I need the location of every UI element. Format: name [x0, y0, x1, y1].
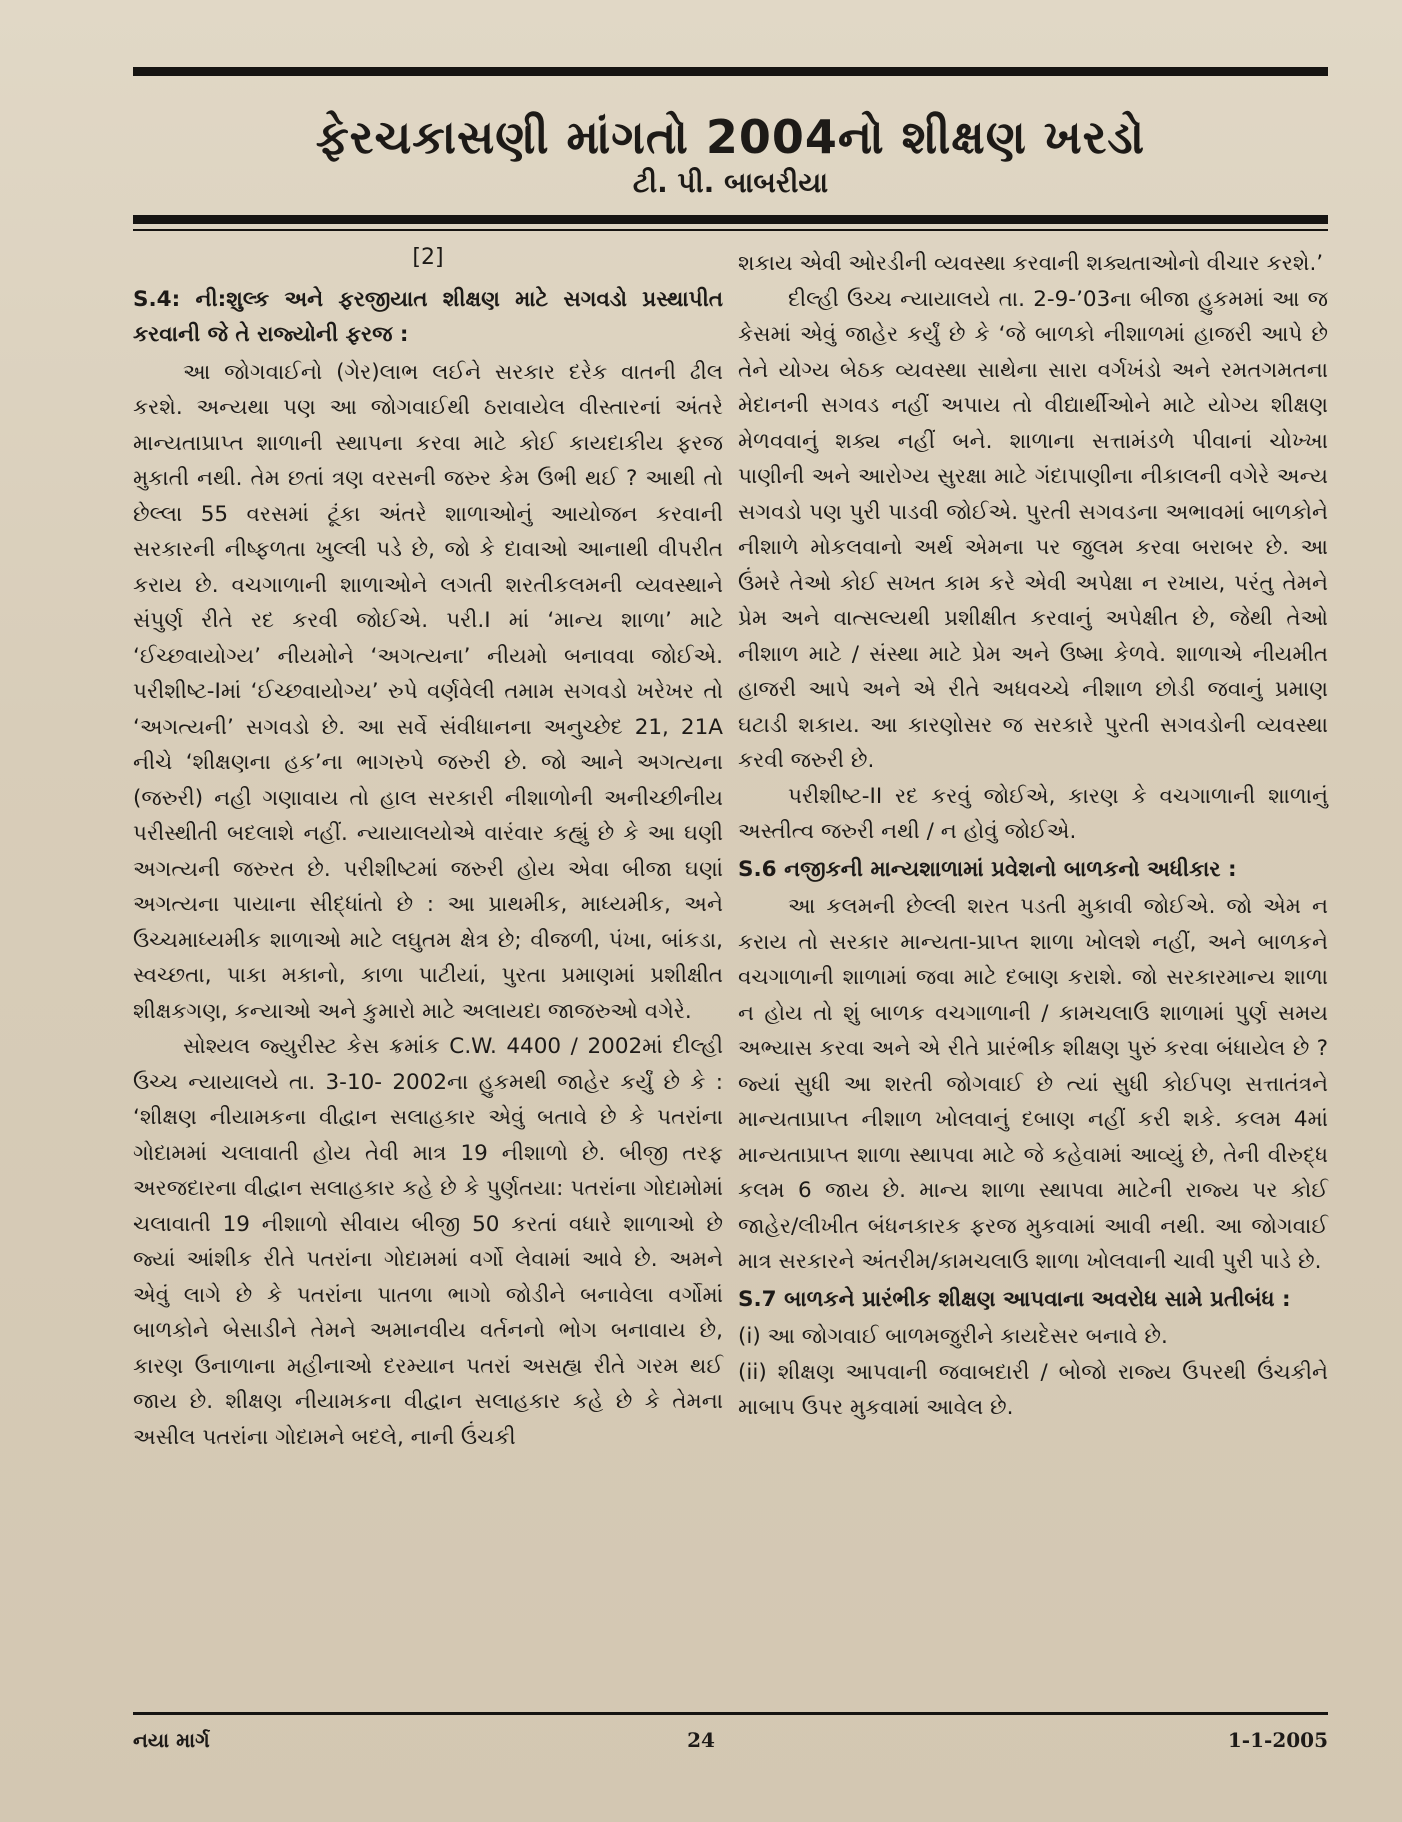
footer-rule	[133, 1712, 1328, 1715]
section-heading-s6: S.6 નજીકની માન્યશાળામાં પ્રવેશનો બાળકનો અધીકાર :	[738, 856, 1237, 882]
article-title: ફેરચકાસણી માંગતો 2004નો શીક્ષણ ખરડો	[315, 109, 1146, 164]
header-rule-thin	[133, 229, 1328, 231]
article-author: ટી. પી. બાબરીયા	[632, 166, 829, 199]
top-rule	[133, 67, 1328, 76]
paragraph: શકાય એવી ઓરડીની વ્યવસ્થા કરવાની શક્યતાઓનો વીચાર કરશે.’	[738, 251, 1324, 276]
paragraph: દીલ્હી ઉચ્ચ ન્યાયાલયે તા. 2-9-’03ના બીજા હુકમમાં આ જ કેસમાં એવું જાહેર કર્યું છે કે ‘જે બાળકો નીશાળમાં હાજરી આપે છે તેને યોગ્ય બેઠક વ્યવસ્થા સાથેના સારા વર્ગખંડો અને રમતગમતના મેદાનની સગવડ નહીં અપાય તો વીદ્યાર્થીઓને માટે યોગ્ય શીક્ષણ મેળવવાનું શક્ય નહીં બને. શાળાના સત્તામંડળે પીવાનાં ચોખ્ખા પાણીની અને આરોગ્ય સુરક્ષા માટે ગંદાપાણીના નીકાલની વગેરે અન્ય સગવડો પણ પુરી પાડવી જોઈએ. પુરતી સગવડના અભાવમાં બાળકોને નીશાળે મોકલવાનો અર્થ એમના પર જુલમ કરવા બરાબર છે. આ ઉંમરે તેઓ કોઈ સખત કામ કરે એવી અપેક્ષા ન રખાય, પરંતુ તેમને પ્રેમ અને વાત્સલ્યથી પ્રશીક્ષીત કરવાનું અપેક્ષીત છે, જેથી તેઓ નીશાળ માટે / સંસ્થા માટે પ્રેમ અને ઉષ્મા કેળવે. શાળાએ નીયમીત હાજરી આપે અને એ રીતે અધવચ્ચે નીશાળ છોડી જવાનું પ્રમાણ ઘટાડી શકાય. આ કારણોસર જ સરકારે પુરતી સગવડોની વ્યવસ્થા કરવી જરુરી છે.	[738, 286, 1328, 773]
section-heading-s7: S.7 બાળકને પ્રારંભીક શીક્ષણ આપવાના અવરોધ સામે પ્રતીબંધ :	[738, 1286, 1291, 1312]
section-heading-s4: S.4: ની:શુલ્ક અને ફરજીયાત શીક્ષણ માટે સગવડો પ્રસ્થાપીત કરવાની જે તે રાજ્યોની ફરજ :	[133, 286, 723, 347]
issue-date: 1-1-2005	[1227, 1728, 1328, 1752]
page-number: 24	[687, 1728, 715, 1752]
paragraph: સોશ્યલ જ્યુરીસ્ટ કેસ ક્રમાંક C.W. 4400 / 2002માં દીલ્હી ઉચ્ચ ન્યાયાલયે તા. 3-10- 2002ના હુકમથી જાહેર કર્યું છે કે : ‘શીક્ષણ નીયામકના વીદ્વાન સલાહકાર એવું બતાવે છે કે પતરાંના ગોદામમાં ચલાવાતી હોય તેવી માત્ર 19 નીશાળો છે. બીજી તરફ અરજદારના વીદ્વાન સલાહકાર કહે છે કે પુર્ણતયા: પતરાંના ગોદામોમાં ચલાવાતી 19 નીશાળો સીવાય બીજી 50 કરતાં વધારે શાળાઓ છે જ્યાં આંશીક રીતે પતરાંના ગોદામમાં વર્ગો લેવામાં આવે છે. અમને એવું લાગે છે કે પતરાંના પાતળા ભાગો જોડીને બનાવેલા વર્ગોમાં બાળકોને બેસાડીને તેમને અમાનવીય વર્તનનો ભોગ બનાવાય છે, કારણ ઉનાળાના મહીનાઓ દરમ્યાન પતરાં અસહ્ય રીતે ગરમ થઈ જાય છે. શીક્ષણ નીયામકના વીદ્વાન સલાહકાર કહે છે કે તેમના અસીલ પતરાંના ગોદામને બદલે, નાની ઉંચકી	[133, 1034, 723, 1450]
paragraph: આ કલમની છેલ્લી શરત પડતી મુકાવી જોઈએ. જો એમ ન કરાય તો સરકાર માન્યતા-પ્રાપ્ત શાળા ખોલશે નહીં, અને બાળકને વચગાળાની શાળામાં જવા માટે દબાણ કરાશે. જો સરકારમાન્ય શાળા ન હોય તો શું બાળક વચગાળાની / કામચલાઉ શાળામાં પુર્ણ સમય અભ્યાસ કરવા અને એ રીતે પ્રારંભીક શીક્ષણ પુરું કરવા બંધાયેલ છે ? જ્યાં સુધી આ શરતી જોગવાઈ છે ત્યાં સુધી કોઈપણ સત્તાતંત્રને માન્યતાપ્રાપ્ત નીશાળ ખોલવાનું દબાણ નહીં કરી શકે. કલમ 4માં માન્યતાપ્રાપ્ત શાળા સ્થાપવા માટે જે કહેવામાં આવ્યું છે, તેની વીરુદ્ધ કલમ 6 જાય છે. માન્ય શાળા સ્થાપવા માટેની રાજ્ય પર કોઈ જાહેર/લીખીત બંધનકારક ફરજ મુકવામાં આવી નથી. આ જોગવાઈ માત્ર સરકારને અંતરીમ/કામચલાઉ શાળા ખોલવાની ચાવી પુરી પાડે છે.	[738, 894, 1328, 1274]
part-number: [2]	[412, 245, 444, 270]
paragraph: આ જોગવાઈનો (ગેર)લાભ લઈને સરકાર દરેક વાતની ઢીલ કરશે. અન્યથા પણ આ જોગવાઈથી ઠરાવાયેલ વીસ્તારનાં અંતરે માન્યતાપ્રાપ્ત શાળાની સ્થાપના કરવા માટે કોઈ કાયદાકીય ફરજ મુકાતી નથી. તેમ છતાં ત્રણ વરસની જરુર કેમ ઉભી થઈ ? આથી તો છેલ્લા 55 વરસમાં ટૂંકા અંતરે શાળાઓનું આયોજન કરવાની સરકારની નીષ્ફળતા ખુલ્લી પડે છે, જો કે દાવાઓ આનાથી વીપરીત કરાય છે. વચગાળાની શાળાઓને લગતી શરતીકલમની વ્યવસ્થાને સંપુર્ણ રીતે રદ કરવી જોઈએ. પરી.I માં ‘માન્ય શાળા’ માટે ‘ઈચ્છવાયોગ્ય’ નીયમોને ‘અગત્યના’ નીયમો બનાવવા જોઈએ. પરીશીષ્ટ-Iમાં ‘ઈચ્છવાયોગ્ય’ રુપે વર્ણવેલી તમામ સગવડો ખરેખર તો ‘અગત્યની’ સગવડો છે. આ સર્વે સંવીધાનના અનુચ્છેદ 21, 21A નીચે ‘શીક્ષણના હક’ના ભાગરુપે જરુરી છે. જો આને અગત્યના (જરુરી) નહી ગણાવાય તો હાલ સરકારી નીશાળોની અનીચ્છીનીય પરીસ્થીતી બદલાશે નહીં. ન્યાયાલયોએ વારંવાર કહ્યું છે કે આ ઘણી અગત્યની જરુરત છે. પરીશીષ્ટમાં જરુરી હોય એવા બીજા ઘણાં અગત્યના પાયાના સીદ્ધાંતો છે : આ પ્રાથમીક, માધ્યમીક, અને ઉચ્ચમાધ્યમીક શાળાઓ માટે લઘુતમ ક્ષેત્ર છે; વીજળી, પંખા, બાંકડા, સ્વચ્છતા, પાકા મકાનો, કાળા પાટીયાં, પુરતા પ્રમાણમાં પ્રશીક્ષીત શીક્ષકગણ, કન્યાઓ અને કુમારો માટે અલાયદા જાજરુઓ વગેરે.	[133, 359, 723, 1024]
left-column	[133, 240, 723, 1720]
header-rule-thick	[133, 215, 1328, 224]
magazine-name: નયા માર્ગ	[133, 1728, 210, 1752]
list-item: (ii) શીક્ષણ આપવાની જવાબદારી / બોજો રાજ્ય ઉપરથી ઉંચકીને માબાપ ઉપર મુકવામાં આવેલ છે.	[738, 1359, 1328, 1420]
paragraph: પરીશીષ્ટ-II રદ કરવું જોઈએ, કારણ કે વચગાળાની શાળાનું અસ્તીત્વ જરુરી નથી / ન હોવું જોઈએ.	[738, 783, 1328, 844]
right-column	[738, 246, 1328, 1726]
list-item: (i) આ જોગવાઈ બાળમજુરીને કાયદેસર બનાવે છે.	[738, 1324, 1168, 1349]
